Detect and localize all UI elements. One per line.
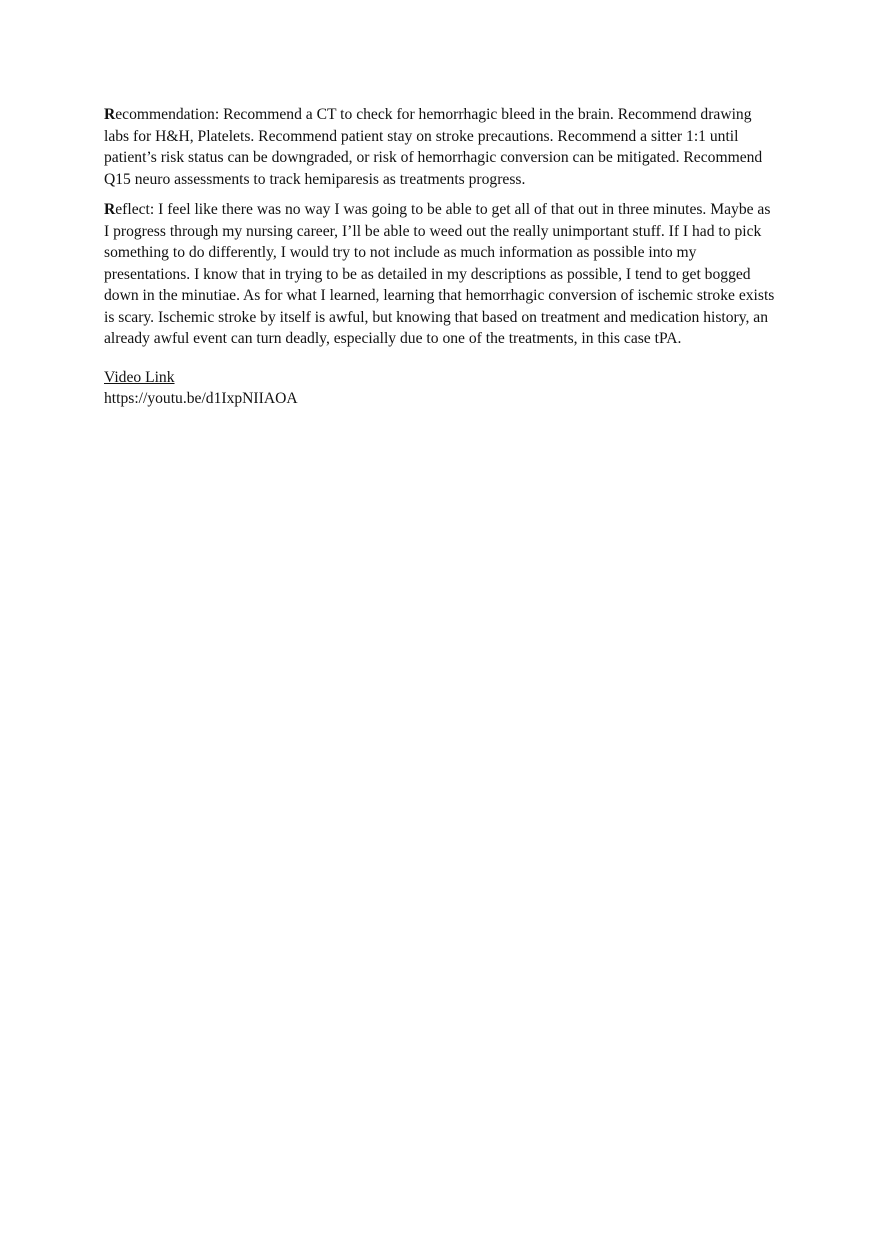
recommendation-paragraph [104, 104, 776, 190]
recommendation-text: ecommendation: Recommend a CT to check for hemorrhagic bleed in the brain. Recommend drawing labs for H&H, Platelets. Recommend patient stay on stroke precautions. Recommend a sitter 1:1 until patient’s risk status can be downgraded, or risk of hemorrhagic conversion can be mitigated. Recommend Q15 neuro assessments to track hemiparesis as treatments progress. [104, 106, 763, 188]
video-link-heading: Video Link [104, 368, 175, 386]
reflect-paragraph [104, 199, 776, 350]
reflect-lead-letter: R [104, 201, 116, 218]
recommendation-lead-letter: R [104, 106, 116, 123]
reflect-text: eflect: I feel like there was no way I was going to be able to get all of that out in three minutes. Maybe as I progress through my nursing career, I’ll be able to weed out the really unimportant stuff. If I had to pick something to do differently, I would try to not include as much information as possible into my presentations. I know that in trying to be as detailed in my descriptions as possible, I tend to get bogged down in the minutiae. As for what I learned, learning that hemorrhagic conversion of ischemic stroke exists is scary. Ischemic stroke by itself is awful, but knowing that based on treatment and medication history, an already awful event can turn deadly, especially due to one of the treatments, in this case tPA. [104, 201, 775, 347]
document-page [104, 104, 776, 410]
section-spacer [104, 359, 776, 367]
video-link-url[interactable]: https://youtu.be/d1IxpNIIAOA [104, 390, 298, 407]
